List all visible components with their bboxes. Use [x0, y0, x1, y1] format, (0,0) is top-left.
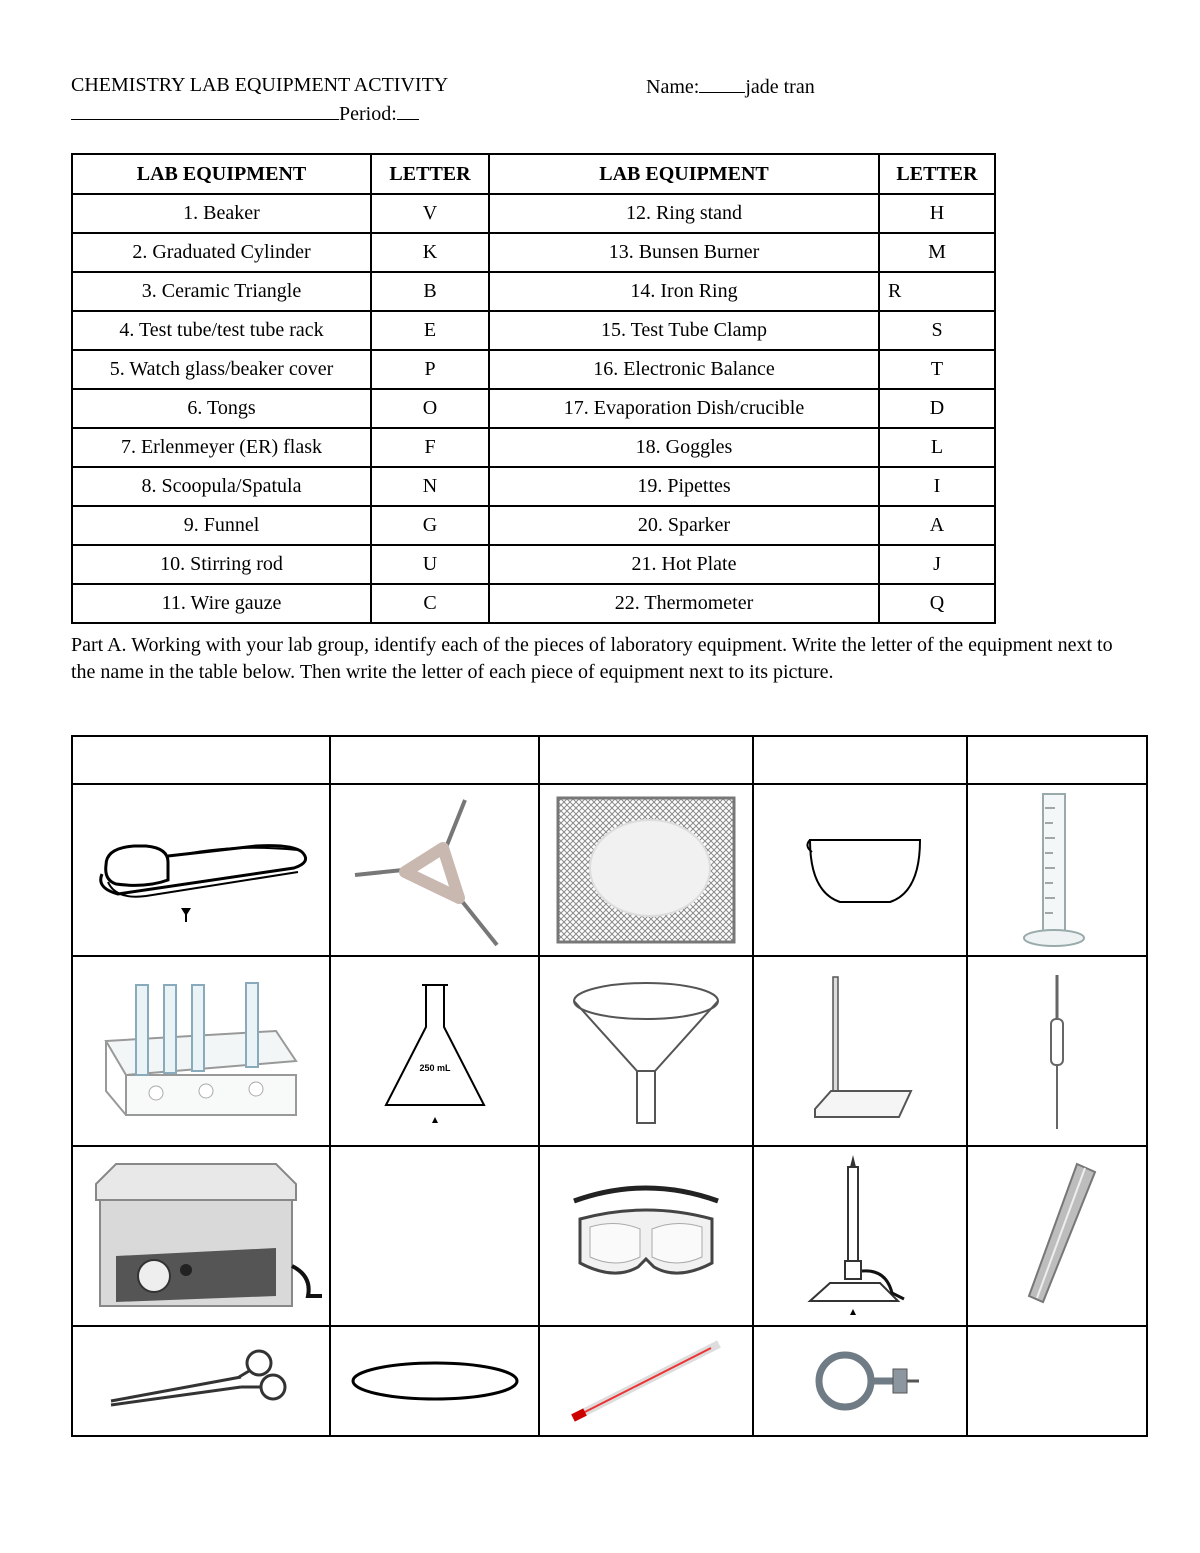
answer-cell[interactable]: [539, 736, 753, 784]
name-line: [646, 74, 815, 99]
letter-answer[interactable]: A: [879, 506, 995, 545]
letter-answer[interactable]: P: [371, 350, 489, 389]
letter-answer[interactable]: F: [371, 428, 489, 467]
student-name[interactable]: jade tran: [745, 76, 815, 98]
ring-stand-icon: [795, 969, 925, 1134]
funnel-icon: [561, 971, 731, 1131]
letter-answer[interactable]: B: [371, 272, 489, 311]
picture-cell[interactable]: [539, 784, 753, 956]
picture-cell[interactable]: [72, 1326, 330, 1436]
equipment-picture-table: [71, 735, 1148, 1437]
letter-answer[interactable]: N: [371, 467, 489, 506]
part-a-instructions: Part A. Working with your lab group, identify each of the pieces of laboratory equipment. Write the letter of the equipment next to the name in the table below. Then write the letter of each piece of equipment next to its picture.: [71, 634, 1113, 683]
picture-cell[interactable]: [967, 784, 1147, 956]
answer-cell[interactable]: [72, 736, 330, 784]
table-row: [72, 272, 995, 311]
answer-cell[interactable]: [753, 736, 967, 784]
answer-header-row: [72, 736, 1147, 784]
equipment-name: 8. Scoopula/Spatula: [72, 467, 371, 506]
period-underline-left: [71, 101, 339, 120]
scoopula-spatula-icon: [86, 810, 316, 930]
equipment-name: 19. Pipettes: [489, 467, 879, 506]
equipment-name: 17. Evaporation Dish/crucible: [489, 389, 879, 428]
test-tube-clamp-icon: [1007, 1156, 1107, 1316]
worksheet-title: CHEMISTRY LAB EQUIPMENT ACTIVITY: [71, 74, 449, 96]
name-underline: [699, 74, 745, 93]
equipment-name: 1. Beaker: [72, 194, 371, 233]
pipette-icon: [1027, 969, 1087, 1134]
picture-row: [72, 1326, 1147, 1436]
table-row: [72, 311, 995, 350]
equipment-name: 21. Hot Plate: [489, 545, 879, 584]
tongs-icon: [101, 1341, 301, 1421]
flask-volume-label: 250 mL: [418, 1063, 451, 1073]
picture-cell[interactable]: [539, 1146, 753, 1326]
header-lab-equipment: LAB EQUIPMENT: [489, 154, 879, 194]
picture-cell[interactable]: [72, 784, 330, 956]
key-header-row: [72, 154, 995, 194]
table-row: [72, 350, 995, 389]
thermometer-icon: [561, 1336, 731, 1426]
equipment-name: 3. Ceramic Triangle: [72, 272, 371, 311]
period-label: Period:: [339, 103, 397, 125]
header-lab-equipment: LAB EQUIPMENT: [72, 154, 371, 194]
ceramic-triangle-icon: [345, 790, 525, 950]
answer-cell[interactable]: [330, 736, 539, 784]
equipment-name: 15. Test Tube Clamp: [489, 311, 879, 350]
name-label: Name:: [646, 76, 700, 98]
erlenmeyer-flask-icon: [370, 971, 500, 1131]
letter-answer[interactable]: C: [371, 584, 489, 623]
letter-answer[interactable]: O: [371, 389, 489, 428]
picture-cell[interactable]: [330, 956, 539, 1146]
answer-cell[interactable]: [967, 736, 1147, 784]
equipment-name: 13. Bunsen Burner: [489, 233, 879, 272]
table-row: [72, 389, 995, 428]
equipment-name: 11. Wire gauze: [72, 584, 371, 623]
equipment-name: 10. Stirring rod: [72, 545, 371, 584]
iron-ring-icon: [795, 1341, 925, 1421]
picture-row: [72, 1146, 1147, 1326]
picture-cell[interactable]: [753, 956, 967, 1146]
table-row: [72, 467, 995, 506]
picture-cell[interactable]: [967, 1146, 1147, 1326]
header-letter: LETTER: [371, 154, 489, 194]
table-row: [72, 545, 995, 584]
equipment-key-table: [71, 153, 996, 624]
period-line: [71, 101, 419, 126]
evaporation-dish-icon: [770, 810, 950, 930]
equipment-name: 4. Test tube/test tube rack: [72, 311, 371, 350]
equipment-name: 16. Electronic Balance: [489, 350, 879, 389]
equipment-name: 12. Ring stand: [489, 194, 879, 233]
letter-answer[interactable]: E: [371, 311, 489, 350]
letter-answer[interactable]: D: [879, 389, 995, 428]
picture-cell[interactable]: [753, 1326, 967, 1436]
letter-answer[interactable]: K: [371, 233, 489, 272]
period-field[interactable]: [397, 101, 419, 120]
bunsen-burner-icon: [790, 1151, 930, 1321]
letter-answer[interactable]: M: [879, 233, 995, 272]
test-tube-rack-icon: [86, 971, 316, 1131]
letter-answer[interactable]: Q: [879, 584, 995, 623]
equipment-name: 22. Thermometer: [489, 584, 879, 623]
picture-cell[interactable]: [330, 1326, 539, 1436]
equipment-name: 5. Watch glass/beaker cover: [72, 350, 371, 389]
letter-answer[interactable]: H: [879, 194, 995, 233]
equipment-name: 6. Tongs: [72, 389, 371, 428]
hot-plate-icon: [76, 1156, 326, 1316]
header-letter: LETTER: [879, 154, 995, 194]
letter-answer[interactable]: G: [371, 506, 489, 545]
picture-cell[interactable]: [72, 956, 330, 1146]
picture-cell[interactable]: [539, 956, 753, 1146]
letter-answer[interactable]: U: [371, 545, 489, 584]
wire-gauze-icon: [546, 790, 746, 950]
equipment-name: 14. Iron Ring: [489, 272, 879, 311]
letter-answer[interactable]: L: [879, 428, 995, 467]
letter-answer[interactable]: S: [879, 311, 995, 350]
picture-cell[interactable]: [330, 1146, 539, 1326]
picture-cell[interactable]: [753, 784, 967, 956]
table-row: [72, 584, 995, 623]
letter-answer[interactable]: T: [879, 350, 995, 389]
table-row: [72, 233, 995, 272]
letter-answer[interactable]: I: [879, 467, 995, 506]
picture-cell[interactable]: [539, 1326, 753, 1436]
letter-answer[interactable]: J: [879, 545, 995, 584]
picture-cell[interactable]: [753, 1146, 967, 1326]
equipment-name: 9. Funnel: [72, 506, 371, 545]
equipment-name: 2. Graduated Cylinder: [72, 233, 371, 272]
picture-row: [72, 956, 1147, 1146]
watch-glass-icon: [345, 1351, 525, 1411]
letter-answer[interactable]: R: [879, 272, 995, 311]
picture-cell[interactable]: [330, 784, 539, 956]
equipment-name: 20. Sparker: [489, 506, 879, 545]
table-row: [72, 428, 995, 467]
table-row: [72, 506, 995, 545]
graduated-cylinder-icon: [997, 788, 1117, 953]
equipment-name: 18. Goggles: [489, 428, 879, 467]
picture-cell[interactable]: [967, 956, 1147, 1146]
table-row: [72, 194, 995, 233]
letter-answer[interactable]: V: [371, 194, 489, 233]
goggles-icon: [566, 1171, 726, 1301]
picture-cell[interactable]: [967, 1326, 1147, 1436]
equipment-name: 7. Erlenmeyer (ER) flask: [72, 428, 371, 467]
picture-row: [72, 784, 1147, 956]
picture-cell[interactable]: [72, 1146, 330, 1326]
